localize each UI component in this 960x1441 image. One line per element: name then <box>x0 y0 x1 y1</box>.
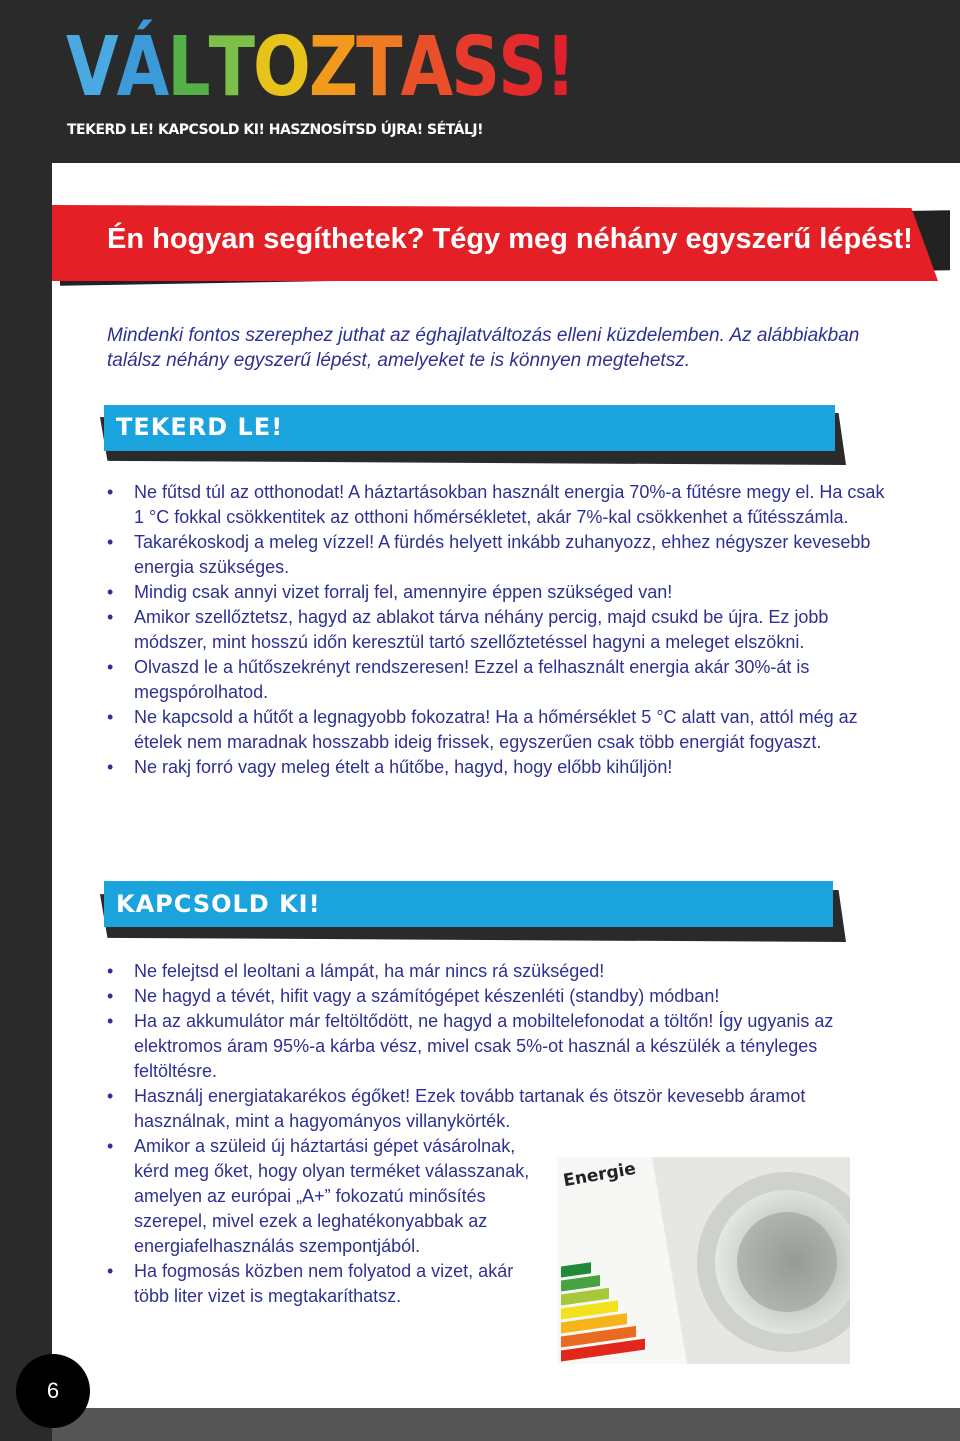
bottom-edge-bar <box>52 1408 960 1441</box>
left-edge-bar <box>0 0 52 1441</box>
logo-letter: V <box>66 20 117 116</box>
energy-label-heading: Energie <box>561 1158 638 1192</box>
logo-letter: ! <box>545 20 575 116</box>
list-item: • Használj energiatakarékos égőket! Ezek tovább tartanak és ötször kevesebb áramot használnak, mint a hagyományos villanykörték. <box>107 1084 837 1134</box>
list-item: • Mindig csak annyi vizet forralj fel, amennyire éppen szükséged van! <box>107 580 887 605</box>
energy-label-photo <box>557 1157 850 1364</box>
bullet-list-kapcsold-ki <box>107 959 837 1134</box>
page-number: 6 <box>16 1354 90 1428</box>
section-title-kapcsold-ki: KAPCSOLD KI! <box>116 890 321 918</box>
bullet-list-tekerd-le <box>107 480 887 780</box>
washing-machine-illustration <box>557 1157 850 1364</box>
logo-letter: Á <box>116 20 168 116</box>
list-item: • Ne kapcsold a hűtőt a legnagyobb fokozatra! Ha a hőmérséklet 5 °C alatt van, attól még az ételek nem maradnak hosszabb ideig frissek, egyszerűen csak több energiát fogyaszt. <box>107 705 887 755</box>
list-item: • Ne hagyd a tévét, hifit vagy a számítógépet készenléti (standby) módban! <box>107 984 837 1009</box>
logo-letter: A <box>400 20 452 116</box>
section-title-tekerd-le: TEKERD LE! <box>116 413 284 441</box>
tagline: TEKERD LE! KAPCSOLD KI! HASZNOSÍTSD ÚJRA! SÉTÁLJ! <box>67 122 483 138</box>
intro-text: Mindenki fontos szerephez juthat az éghajlatváltozás elleni küzdelemben. Az alábbiakban találsz néhány egyszerű lépést, amelyeket te is könnyen megtehetsz. <box>107 325 860 371</box>
list-item: • Ha fogmosás közben nem folyatod a vizet, akár több liter vizet is megtakaríthatsz. <box>107 1259 547 1309</box>
list-item: • Ne felejtsd el leoltani a lámpát, ha már nincs rá szükséged! <box>107 959 837 984</box>
list-item: • Amikor szellőztetsz, hagyd az ablakot tárva néhány percig, majd csukd be újra. Ez jobb módszer, mint hosszú időn keresztül tartó szellőztetéssel hagyni a meleget elszökni. <box>107 605 887 655</box>
logo-letter: S <box>451 20 499 116</box>
list-item: • Ne rakj forró vagy meleg ételt a hűtőbe, hagyd, hogy előbb kihűljön! <box>107 755 887 780</box>
logo-valtoztass <box>66 20 575 116</box>
list-item: • Olvaszd le a hűtőszekrényt rendszeresen! Ezzel a felhasznált energia akár 30%-át is megspórolhatod. <box>107 655 887 705</box>
list-item: • Ha az akkumulátor már feltöltődött, ne hagyd a mobiltelefonodat a töltőn! Így ugyanis az elektromos áram 95%-a kárba vész, mivel csak 5%-ot használ a készülék a tényleges feltöltésre. <box>107 1009 837 1084</box>
logo-letter: O <box>253 20 309 116</box>
bullet-list-kapcsold-ki-narrow <box>107 1134 547 1309</box>
logo-letter: S <box>498 20 546 116</box>
logo-letter: T <box>356 20 401 116</box>
logo-letter: Z <box>308 20 357 116</box>
logo-letter: T <box>208 20 254 116</box>
list-item: • Takarékoskodj a meleg vízzel! A fürdés helyett inkább zuhanyozz, ehhez négyszer kevesebb energia szükséges. <box>107 530 887 580</box>
list-item: • Amikor a szüleid új háztartási gépet vásárolnak, kérd meg őket, hogy olyan terméket válasszanak, amelyen az európai „A+” fokozatú minősítés szerepel, mivel ezek a leghatékonyabbak az energiafelhasználás szempontjából. <box>107 1134 547 1259</box>
page-title: Én hogyan segíthetek? Tégy meg néhány egyszerű lépést! <box>107 223 913 255</box>
logo-letter: L <box>167 20 209 116</box>
list-item: • Ne fűtsd túl az otthonodat! A háztartásokban használt energia 70%-a fűtésre megy el. Ha csak 1 °C fokkal csökkentitek az otthoni hőmérsékletet, akár 7%-kal csökkenhet a fűtésszámla. <box>107 480 887 530</box>
